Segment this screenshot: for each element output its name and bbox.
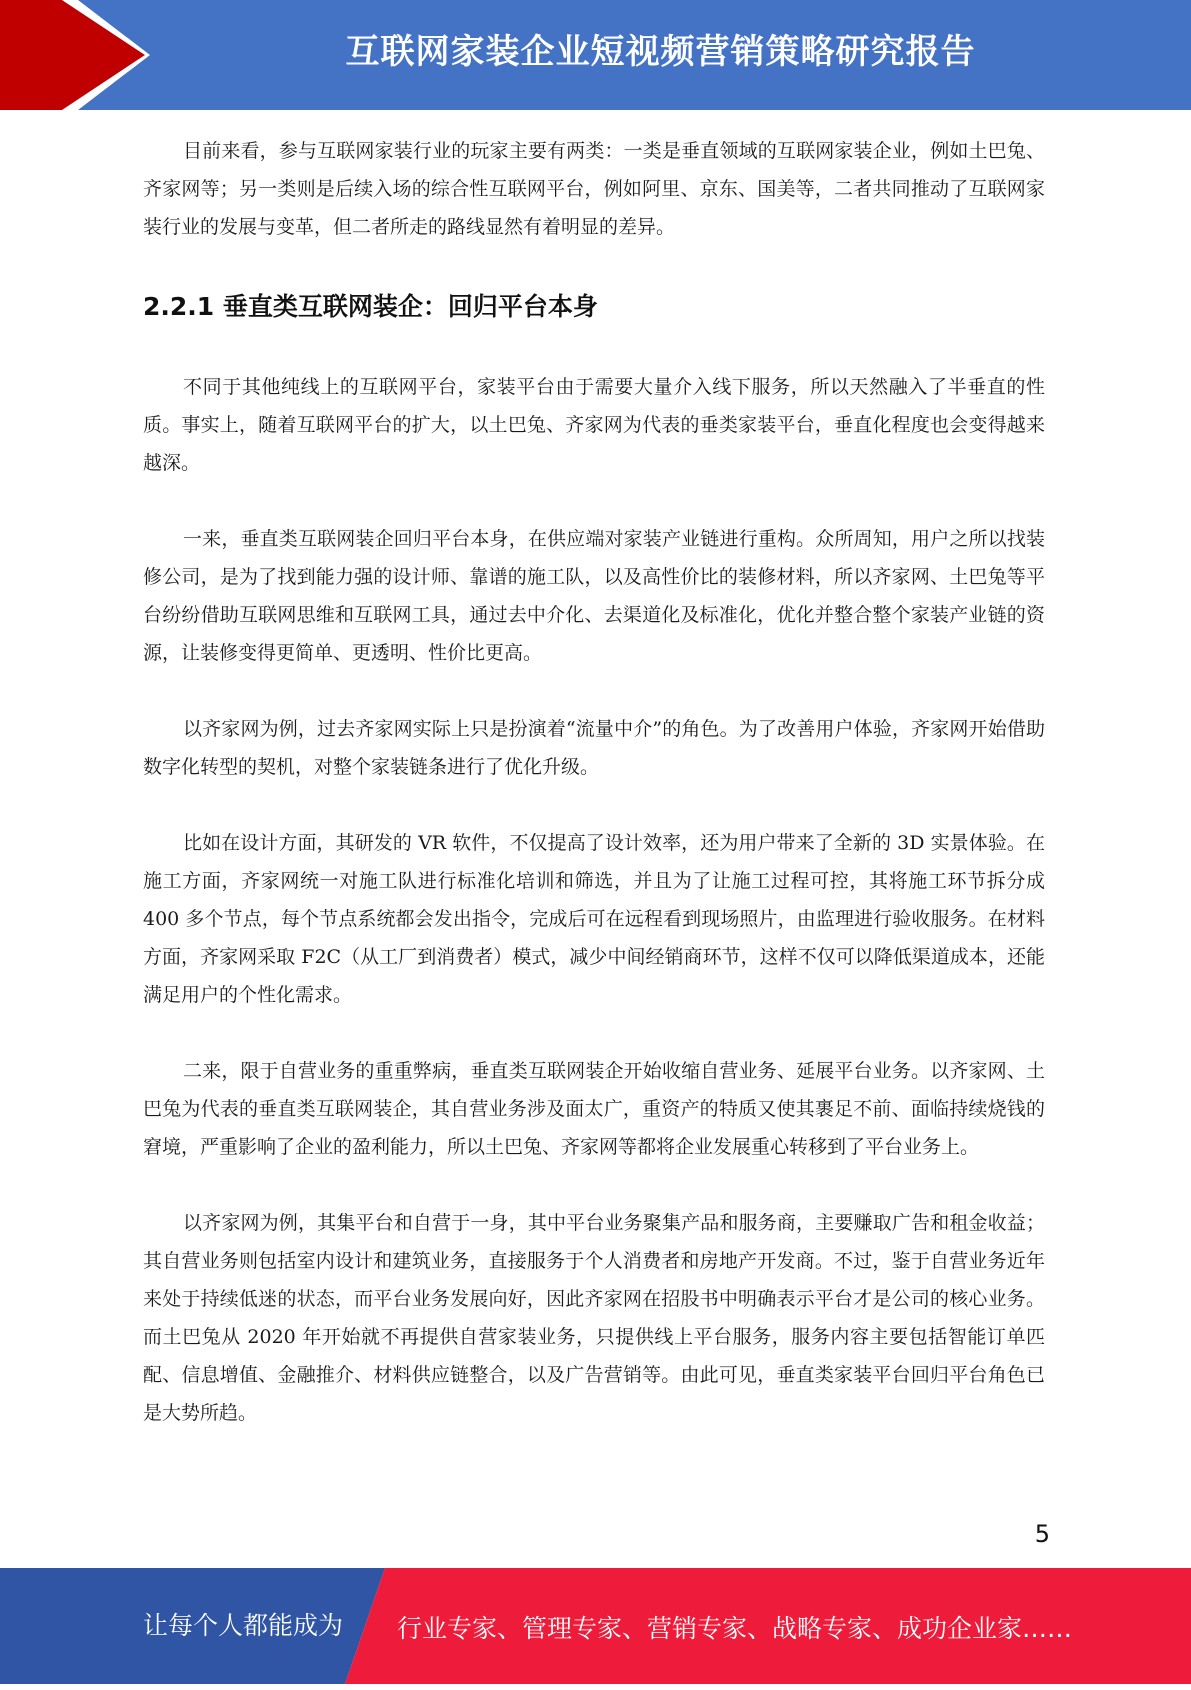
footer-slogan-left: 让每个人都能成为 xyxy=(143,1611,344,1640)
body-paragraph: 以齐家网为例，其集平台和自营于一身，其中平台业务聚集产品和服务商，主要赚取广告和租金收益；其自营业务则包括室内设计和建筑业务，直接服务于个人消费者和房地产开发商。不过，鉴于自营业务近年来处于持续低迷的状态，而平台业务发展向好，因此齐家网在招股书中明确表示平台才是公司的核心业务。而土巴兔从 2020 年开始就不再提供自营家装业务，只提供线上平台服务，服务内容主要包括智能订单匹配、信息增值、金融推介、材料供应链整合，以及广告营销等。由此可见，垂直类家装平台回归平台角色已是大势所趋。 xyxy=(143,1212,1045,1424)
section-heading: 2.2.1 垂直类互联网装企：回归平台本身 xyxy=(143,292,598,321)
intro-paragraph: 目前来看，参与互联网家装行业的玩家主要有两类：一类是垂直领域的互联网家装企业，例如土巴兔、齐家网等；另一类则是后续入场的综合性互联网平台，例如阿里、京东、国美等，二者共同推动了互联网家装行业的发展与变革，但二者所走的路线显然有着明显的差异。 xyxy=(143,140,1045,238)
body-paragraph: 以齐家网为例，过去齐家网实际上只是扮演着“流量中介”的角色。为了改善用户体验，齐家网开始借助数字化转型的契机，对整个家装链条进行了优化升级。 xyxy=(143,718,1045,778)
header-title: 互联网家装企业短视频营销策略研究报告 xyxy=(345,32,976,72)
page-footer xyxy=(0,1568,1191,1684)
body-paragraph: 二来，限于自营业务的重重弊病，垂直类互联网装企开始收缩自营业务、延展平台业务。以齐家网、土巴兔为代表的垂直类互联网装企，其自营业务涉及面太广，重资产的特质又使其裹足不前、面临持续烧钱的窘境，严重影响了企业的盈利能力，所以土巴兔、齐家网等都将企业发展重心转移到了平台业务上。 xyxy=(143,1060,1045,1158)
body-paragraph: 不同于其他纯线上的互联网平台，家装平台由于需要大量介入线下服务，所以天然融入了半垂直的性质。事实上，随着互联网平台的扩大，以土巴兔、齐家网为代表的垂类家装平台，垂直化程度也会变得越来越深。 xyxy=(143,376,1045,474)
main-content xyxy=(143,132,1045,1432)
body-paragraph: 比如在设计方面，其研发的 VR 软件，不仅提高了设计效率，还为用户带来了全新的 3D 实景体验。在施工方面，齐家网统一对施工队进行标准化培训和筛选，并且为了让施工过程可控，其将施工环节拆分成 400 多个节点，每个节点系统都会发出指令，完成后可在远程看到现场照片，由监理进行验收服务。在材料方面，齐家网采取 F2C（从工厂到消费者）模式，减少中间经销商环节，这样不仅可以降低渠道成本，还能满足用户的个性化需求。 xyxy=(143,832,1045,1006)
page-number: 5 xyxy=(1034,1520,1050,1548)
body-paragraph: 一来，垂直类互联网装企回归平台本身，在供应端对家装产业链进行重构。众所周知，用户之所以找装修公司，是为了找到能力强的设计师、靠谱的施工队，以及高性价比的装修材料，所以齐家网、土巴兔等平台纷纷借助互联网思维和互联网工具，通过去中介化、去渠道化及标准化，优化并整合整个家装产业链的资源，让装修变得更简单、更透明、性价比更高。 xyxy=(143,528,1045,664)
page-header xyxy=(0,0,1191,110)
footer-slogan-right: 行业专家、管理专家、营销专家、战略专家、成功企业家…… xyxy=(397,1614,1073,1643)
